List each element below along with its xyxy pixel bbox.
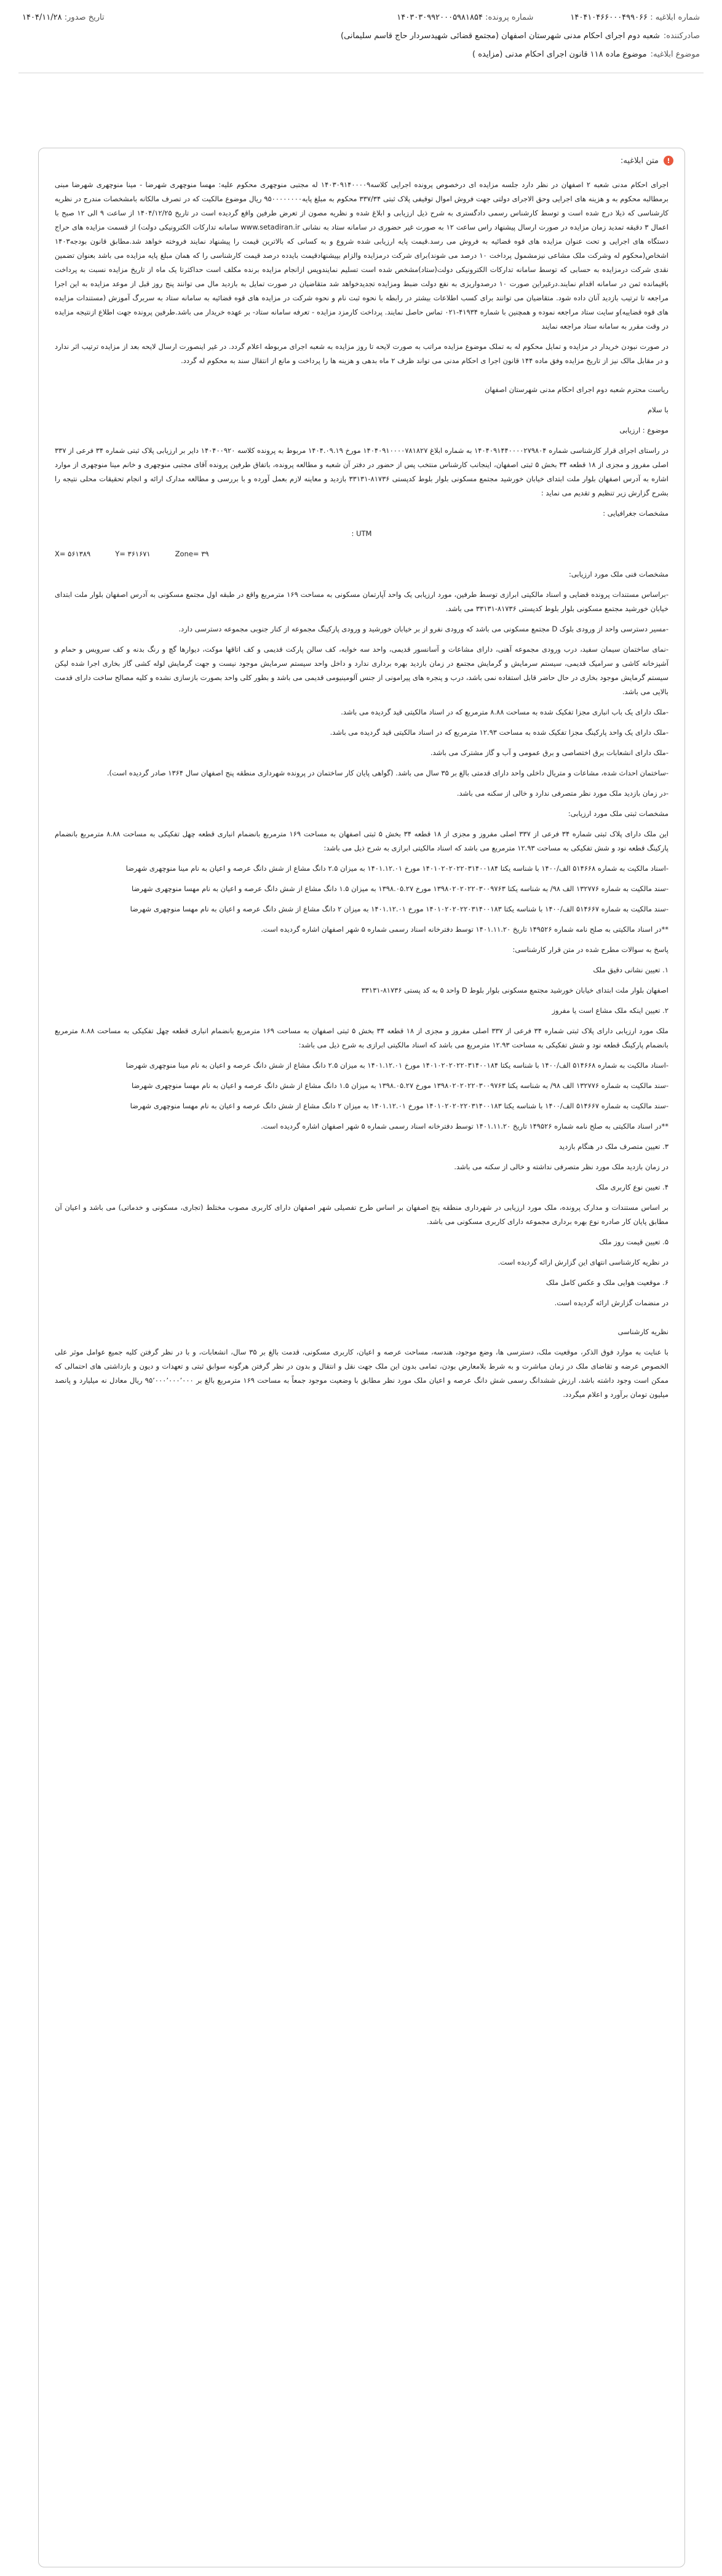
tech-spec-3: -نمای ساختمان سیمان سفید، درب ورودی مجموعه آهنی، دارای مشاعات و آسانسور قدیمی، واحد سه خوابه، کف سالن پارکت قدیمی و کف اتاقها موکت، دیوارها گچ و رنگ بدنه و کف سرویس و حمام و آشپزخانه کاشی و سرامیک قدیمی، سیستم سرمایش و گرمایش مجتمع در زمان بازدید بهره برداری ندارد و داخل واحد سیستم سرمایش موجود نیست و جهت گرمایش لوله کشی گاز بخاری اجرا شده لیکن سیستم گرمایش موجود بخاری در حال حاضر قابل استفاده نمی باشد، درب و پنجره های پیرامونی از جنس آلومینیومی قدیمی می باشد و بطور کلی واحد بصورت بازسازی نشده و کلیه مصالح ساخت دارای قدمت بالایی می باشد. [55, 645, 668, 696]
deed-1: -اسناد مالکیت به شماره ۵۱۴۶۶۸ الف/۱۴۰۰ با شناسه یکتا ۱۴۰۱۰۲۰۲۰۲۲۰۳۱۴۰۰۱۸۴ مورخ ۱۴۰۱.۱۲.۰۱ به میزان ۲.۵ دانگ مشاع از شش دانگ عرصه و اعیان به نام مینا منوچهری شهرضا [125, 864, 668, 873]
issuer-row [22, 30, 700, 43]
case-number-label: شماره پرونده: [485, 13, 534, 22]
q3-heading: ۳. تعیین متصرف ملک در هنگام بازدید [558, 1142, 668, 1151]
geo-heading: مشخصات جغرافیایی : [603, 509, 668, 518]
subject-label: موضوع ابلاغیه: [650, 50, 700, 59]
notice-title: متن ابلاغیه: [621, 156, 659, 166]
notice-header [0, 0, 722, 68]
q4-answer: بر اساس مستندات و مدارک پرونده، ملک مورد ارزیابی در شهرداری منطقه پنج اصفهان بر اساس طرح تفصیلی شهر اصفهان دارای کاربری مصوب مختلط (تجاری، مسکونی و خدماتی) می باشد و اعیان آن مطابق پایان کار صادره نوع بهره برداری مجموعه دارای کاربری مسکونی می باشد. [55, 1203, 668, 1226]
notice-number-label: شماره ابلاغیه : [650, 13, 700, 22]
notice-number-value: ۱۴۰۴۱۰۴۶۶۰۰۰۴۹۹۰۶۶ [570, 13, 648, 22]
buyer-absence-paragraph: در صورت نبودن خریدار در مزایده و تمایل محکوم له به تملک موضوع مزایده مراتب به صورت لایحه تا روز مزایده به شعبه اجرای مربوطه اعلام گردد. در غیر اینصورت ارسال لایحه بعد از مزایده ترتیب اثر ندارد و در مقابل مالک نیز از تاریخ مزایده وفق ماده ۱۴۴ قانون اجرا ی احکام مدنی می تواند ظرف ۲ ماه بدهی و هزینه ها را پرداخت و مانع از انتقال سند به محکوم له گردد. [55, 342, 668, 365]
settlement-note: **در اسناد مالکیتی به صلح نامه شماره ۱۴۹۵۲۶ تاریخ ۱۴۰۱.۱۱.۲۰ توسط دفترخانه اسناد رسمی شماره ۵ شهر اصفهان اشاره گردیده است. [261, 925, 668, 934]
subject-row [22, 48, 700, 62]
tech-spec-2: -مسیر دسترسی واحد از ورودی بلوک D مجتمع مسکونی می باشد که ورودی نفرو از بر خیابان خورشید و ورودی پارکینگ مجموعه از کنار جنوبی مجموعه دسترسی دارد. [178, 625, 668, 633]
tech-spec-4: -ملک دارای یک باب انباری مجزا تفکیک شده به مساحت ۸.۸۸ مترمربع که در اسناد مالکیتی قید گردیده می باشد. [341, 708, 668, 716]
notice-number [570, 11, 700, 25]
utm-y: Y= ۳۶۱۶۷۱ [115, 550, 151, 558]
q2-answer: ملک مورد ارزیابی دارای پلاک ثبتی شماره ۳۴ فرعی از ۳۳۷ اصلی مفروز و مجزی از ۱۸ قطعه ۳۴ بخش ۵ ثبتی اصفهان به مساحت ۱۶۹ مترمربع بانضمام انباری قطعه چهل تفکیکی به مساحت ۸.۸۸ مترمربع بانضمام پارکینگ قطعه نود و شش تفکیکی به مساحت ۱۲.۹۳ مترمربع می باشد که اسناد مالکیتی ابرازی به شرح ذیل می باشد: [55, 1026, 668, 1049]
q2-deed-2: -سند مالکیت به شماره ۱۳۲۷۷۶ الف ۹۸/ به شناسه یکتا ۱۳۹۸۰۲۰۲۰۲۲۰۳۰۰۹۷۶۳ مورخ ۱۳۹۸.۰۵.۲۷ به میزان ۱.۵ دانگ مشاع از شش دانگ عرصه و اعیان به نام مهسا منوچهری شهرضا [132, 1081, 668, 1090]
q1-answer: اصفهان بلوار ملت ابتدای خیابان خورشید مجتمع مسکونی بلوار بلوط D واحد ۵ به کد پستی ۸۱۷۳۶-۳۳۱۳۱ [361, 986, 668, 994]
addressee-line: ریاست محترم شعبه دوم اجرای احکام مدنی شهرستان اصفهان [484, 385, 668, 394]
tech-spec-7: -ساختمان احداث شده، مشاعات و متریال داخلی واحد دارای قدمتی بالغ بر ۳۵ سال می باشد. (گواهی پایان کار ساختمان در پرونده شهرداری منطقه پنج اصفهان سال ۱۳۶۴ صادر گردیده است). [106, 769, 668, 777]
q6-heading: ۶. موقعیت هوایی ملک و عکس کامل ملک [545, 1278, 668, 1287]
q2-settlement-note: **در اسناد مالکیتی به صلح نامه شماره ۱۴۹۵۲۶ تاریخ ۱۴۰۱.۱۱.۲۰ توسط دفترخانه اسناد رسمی شماره ۵ شهر اصفهان اشاره گردیده است. [261, 1122, 668, 1130]
case-number [397, 11, 533, 25]
issue-date-value: ۱۴۰۴/۱۱/۲۸ [22, 13, 62, 22]
tech-specs-heading: مشخصات فنی ملک مورد ارزیابی: [568, 570, 668, 578]
auction-paragraph: اجرای احکام مدنی شعبه ۲ اصفهان در نظر دارد جلسه مزایده ای درخصوص پرونده اجرایی کلاسه۱۴۰۳۰۹۱۴۰۰۰۰۹ له مجتبی منوچهری محکوم علیه: مهسا منوچهری شهرضا - مینا منوچهری شهرضا مبنی برمطالبه محکوم به و هزینه های اجرایی وحق الاجرای دولتی جهت فروش اموال توقیفی پلاک ثبتی ۳۳۷/۳۴ محکوم به مبلغ پایه۹۵۰۰۰۰۰۰۰۰ ریال موضوع مالکیت که در تصرف مالکانه بامشخصات مندرج در نظریه کارشناسی که ذیلا درج شده است و توسط کارشناس رسمی دادگستری به شرح ذیل ارزیابی و ابلاغ شده و نظریه مصون از تعرض طرفین واقع گردیده است در تاریخ ۱۴۰۴/۱۲/۲۵ از ساعت ۹ الی ۱۲ صبح با اعمال ۳ دقیقه تمدید زمان مزایده در صورت ارسال پیشنهاد راس ساعت ۱۲ به صورت غیر حضوری در سامانه ستاد به نشانی www.setadiran.ir سامانه تدارکات الکترونیکی دولت) از قسمت مزایده های حراج دستگاه های اجرایی و تحت عنوان مزایده های قوه قضائیه به فروش می رسد.قیمت پایه ارزیابی شده شروع و به کسانی که بالاترین قیمت را پیشنهاد نمایند فروخته خواهد شد.مطابق قانون بودجه۱۴۰۳ اشخاص(محکوم له وشرکت ملک مشاعی نیزمشمول پرداخت ۱۰ درصد می شوند)برای شرکت درمزایده والزام بپیشنهادقیمت بایدده درصد قیمت کارشناسی را که همان مبلغ پایه مزایده می باشد بعنوان تضمین نقدی شرکت درمزایده به حسابی که توسط سامانه تدارکات الکترونیکی دولت(ستاد)مشخص شده است تسلیم نمایندوپس ازانجام مزایده برنده مکلف است حداکثرتا یک ماه از تاریخ مزایده نسبت به پرداخت باقیمانده ثمن در سامانه اقدام نمایند.درغیراین صورت ۱۰ درصدواریزی به نفع دولت ضبط ومزایده تجدیدخواهد شد متقاضیان در صورت تمایل به بازدید مال می توانند پنج روز قبل از موعد مزایده به این اجرا مراجعه تا ترتیب بازدید آنان داده شود. متقاضیان می توانند برای کسب اطلاعات بیشتر در رابطه با نحوه ثبت نام و نحوه شرکت در مزایده های قوه قضائیه به سامانه ستاد به سربرگ آموزش (مستندات مزایده های قوه قضاییه)و سایت ستاد مراجعه نموده و همچنین با شماره ۴۱۹۳۴-۰۲۱ تماس حاصل نمایند. پرداخت کارمزد مزایده - تعرفه سامانه ستاد- بر عهده خریدار می باشد.طرفین پرونده جهت اطلاع ازنتیجه مزایده در وقت مقرر به سامانه ستاد مراجعه نمایند [55, 180, 668, 330]
tech-spec-8: -در زمان بازدید ملک مورد نظر متصرفی ندارد و خالی از سکنه می باشد. [456, 789, 668, 798]
topic-line: موضوع : ارزیابی [619, 426, 668, 434]
deed-2: -سند مالکیت به شماره ۱۳۲۷۷۶ الف ۹۸/ به شناسه یکتا ۱۳۹۸۰۲۰۲۰۲۲۰۳۰۰۹۷۶۳ مورخ ۱۳۹۸.۰۵.۲۷ به میزان ۱.۵ دانگ مشاع از شش دانگ عرصه و اعیان به نام مهسا منوچهری شهرضا [132, 884, 668, 893]
info-icon: ! [664, 156, 673, 166]
answers-heading: پاسخ به سوالات مطرح شده در متن قرار کارشناسی: [512, 945, 668, 954]
header-meta-row [22, 11, 700, 25]
notice-text [39, 173, 684, 1413]
subject-value: موضوع ماده ۱۱۸ قانون اجرای احکام مدنی (مزایده ) [472, 50, 647, 59]
q2-deed-1: -اسناد مالکیت به شماره ۵۱۴۶۶۸ الف/۱۴۰۰ با شناسه یکتا ۱۴۰۱۰۲۰۲۰۲۲۰۳۱۴۰۰۱۸۴ مورخ ۱۴۰۱.۱۲.۰۱ به میزان ۲.۵ دانگ مشاع از شش دانگ عرصه و اعیان به نام مینا منوچهری شهرضا [125, 1061, 668, 1070]
notice-body-card [38, 148, 685, 2567]
utm-x: X= ۵۶۱۳۸۹ [55, 550, 91, 558]
tech-spec-6: -ملک دارای انشعابات برق اختصاصی و برق عمومی و آب و گاز مشترک می باشد. [430, 748, 668, 757]
issuer-value: شعبه دوم اجرای احکام مدنی شهرستان اصفهان (مجتمع قضائی شهیدسردار حاج قاسم سلیمانی) [341, 31, 660, 41]
q2-deed-3: -سند مالکیت به شماره ۵۱۴۶۶۷ الف/۱۴۰۰ با شناسه یکتا ۱۴۰۱۰۲۰۲۰۲۲۰۳۱۴۰۰۱۸۳ مورخ ۱۴۰۱.۱۲.۰۱ به میزان ۲ دانگ مشاع از شش دانگ عرصه و اعیان به نام مهسا منوچهری شهرضا [130, 1102, 668, 1110]
utm-zone: Zone= ۳۹ [175, 550, 209, 558]
q5-heading: ۵. تعیین قیمت روز ملک [599, 1238, 668, 1246]
tech-spec-5: -ملک دارای یک واحد پارکینگ مجزا تفکیک شده به مساحت ۱۲.۹۳ مترمربع که در اسناد مالکیتی قید گردیده می باشد. [330, 728, 668, 737]
q6-answer: در منضمات گزارش ارائه گردیده است. [554, 1298, 668, 1307]
issue-date [22, 11, 105, 25]
q3-answer: در زمان بازدید ملک مورد نظر متصرفی نداشته و خالی از سکنه می باشد. [454, 1162, 668, 1171]
registry-heading: مشخصات ثبتی ملک مورد ارزیابی: [568, 809, 668, 818]
expert-opinion-text: با عنایت به موارد فوق الذکر، موقعیت ملک، دسترسی ها، وضع موجود، هندسه، مساحت عرصه و اعیان، کاربری مسکونی، قدمت بالغ بر ۳۵ سال، انشعابات، و با در نظر گرفتن کلیه جمیع عوامل موثر علی الخصوص عرضه و تقاضای ملک در زمان مباشرت و به شرط بلامعارض بودن، تمامی بدون این ملک جهت نقل و انتقال و بدون در نظر گرفتن هرگونه سوابق ثبتی و تعهدات و دیون و بازداشتی های احتمالی که ممکن است وجود داشته باشد، ارزش ششدانگ رسمی شش دانگ عرصه و اعیان ملک مورد نظر مطابق با وضعیت موجود جمعاً به مساحت ۱۶۹ مترمربع بالغ بر ۹۵٬۰۰۰٬۰۰۰٬۰۰۰ ریال معادل نه میلیارد و پانصد میلیون تومان برآورد و اعلام میگردد. [55, 1348, 669, 1399]
q2-heading: ۲. تعیین اینکه ملک مشاع است یا مفروز [552, 1006, 668, 1015]
greeting-line: با سلام [648, 406, 668, 414]
registry-paragraph: این ملک دارای پلاک ثبتی شماره ۳۴ فرعی از ۳۳۷ اصلی مفروز و مجزی از ۱۸ قطعه ۳۴ بخش ۵ ثبتی اصفهان به مساحت ۱۶۹ مترمربع بانضمام انباری قطعه چهل تفکیکی به مساحت ۸.۸۸ مترمربع بانضمام پارکینگ قطعه نود و شش تفکیکی به مساحت ۱۲.۹۳ مترمربع می باشد که اسناد مالکیتی ابرازی به شرح ذیل می باشد: [55, 830, 668, 852]
utm-label: UTM : [351, 529, 372, 538]
header-meta-group [397, 11, 700, 25]
utm-coordinates [55, 547, 668, 561]
expert-opinion-heading: نظریه کارشناسی [617, 1327, 668, 1336]
case-number-value: ۱۴۰۳۰۳۰۹۹۲۰۰۰۵۹۸۱۸۵۴ [397, 13, 483, 22]
issuer-label: صادرکننده: [663, 31, 700, 41]
issue-date-label: تاریخ صدور: [64, 13, 105, 22]
q4-heading: ۴. تعیین نوع کاربری ملک [595, 1183, 668, 1191]
notice-title-row [39, 148, 684, 173]
tech-spec-1: -براساس مستندات پرونده قضایی و اسناد مالکیتی ابرازی توسط طرفین، مورد ارزیابی یک واحد آپارتمان مسکونی به مساحت ۱۶۹ مترمربع واقع در طبقه اول مجتمع مسکونی به آدرس اصفهان بلوار ملت ابتدای خیابان خورشید مجتمع مسکونی بلوار بلوط کدپستی ۸۱۷۳۶-۳۳۱۳۱ می باشد. [55, 590, 668, 613]
q1-heading: ۱. تعیین نشانی دقیق ملک [593, 966, 668, 974]
appraisal-intro-paragraph: در راستای اجرای قرار کارشناسی شماره ۱۴۰۴۰۹۱۴۴۰۰۰۰۲۷۹۸۰۴ به شماره ابلاغ ۱۴۰۴۰۹۱۰۰۰۰۷۸۱۸۲۷ مورخ ۱۴۰۴.۰۹.۱۹ مربوط به پرونده کلاسه ۱۴۰۴۰۰۹۲۰ دایر بر ارزیابی پلاک ثبتی شماره ۳۴ فرعی از ۳۳۷ اصلی مفروز و مجزی از ۱۸ قطعه ۳۴ بخش ۵ ثبتی اصفهان، اینجانب کارشناس منتخب پس از حضور در دفتر آن شعبه و مطالعه پرونده، باتفاق طرفین پرونده آقای مجتبی منوچهری و خانم مینا منوچهری از موارد اشاره به آدرس اصفهان بلوار ملت ابتدای خیابان خورشید مجتمع مسکونی بلوار بلوط کدپستی ۸۱۷۳۶-۳۳۱۳۱ بازدید و معاینه لازم بعمل آورده و با بررسی و مطالعه مدارک ارائه و انجام تحقیقات محلی نتیجه را بشرح گزارش زیر تنظیم و تقدیم می نماید : [55, 446, 668, 497]
deed-3: -سند مالکیت به شماره ۵۱۴۶۶۷ الف/۱۴۰۰ با شناسه یکتا ۱۴۰۱۰۲۰۲۰۲۲۰۳۱۴۰۰۱۸۳ مورخ ۱۴۰۱.۱۲.۰۱ به میزان ۲ دانگ مشاع از شش دانگ عرصه و اعیان به نام مهسا منوچهری شهرضا [130, 905, 668, 913]
q5-answer: در نظریه کارشناسی انتهای این گزارش ارائه گردیده است. [498, 1258, 668, 1266]
